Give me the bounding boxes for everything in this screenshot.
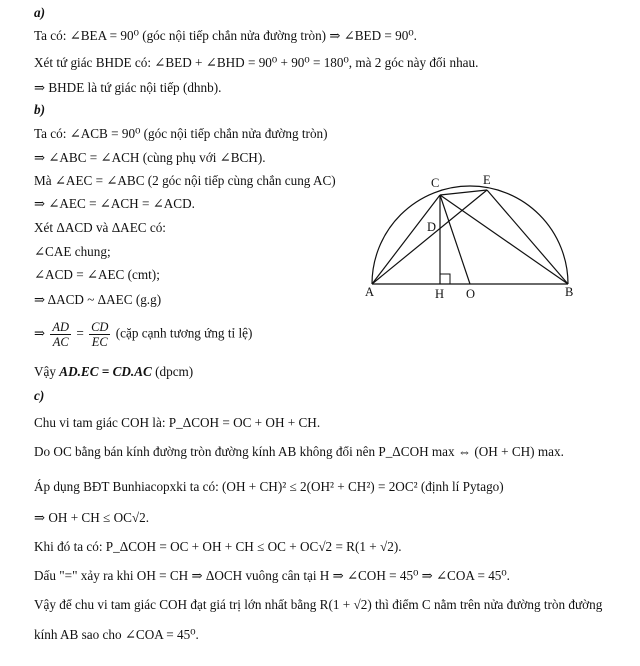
part-c-line-6: Dấu "=" xảy ra khi OH = CH ⇒ ΔOCH vuông cân tại H ⇒ ∠COH = 45⁰ ⇒ ∠COA = 45⁰.	[34, 568, 510, 583]
part-b-conclusion	[34, 363, 193, 381]
fraction-ad-ac	[50, 320, 71, 349]
part-b-ratio	[34, 320, 252, 349]
part-b-line-5: Xét ΔACD và ΔAEC có:	[34, 220, 166, 235]
part-c-line-5: Khi đó ta có: P_ΔCOH = OC + OH + CH ≤ OC + OC√2 = R(1 + √2).	[34, 539, 402, 554]
ratio-prefix: ⇒	[34, 325, 46, 341]
part-c-line-1: Chu vi tam giác COH là: P_ΔCOH = OC + OH + CH.	[34, 415, 321, 430]
geometry-figure	[360, 168, 586, 302]
conclusion-equation: AD.EC = CD.AC	[59, 364, 152, 379]
segment-ce	[440, 190, 487, 195]
part-c-line-4: ⇒ OH + CH ≤ OC√2.	[34, 510, 150, 525]
ratio-numerator-1: AD	[52, 320, 70, 334]
segment-ae	[372, 190, 487, 284]
ratio-denominator-2: EC	[91, 335, 108, 349]
right-angle-mark	[440, 274, 450, 284]
ratio-note: (cặp cạnh tương ứng tỉ lệ)	[115, 325, 253, 341]
part-a-line-1: Ta có: ∠BEA = 90⁰ (góc nội tiếp chắn nửa đường tròn) ⇒ ∠BED = 90⁰.	[34, 28, 417, 43]
ratio-numerator-2: CD	[91, 320, 109, 334]
part-b-line-6: ∠CAE chung;	[34, 244, 111, 259]
ratio-equals: =	[76, 325, 84, 341]
part-c-heading: c)	[34, 388, 45, 403]
label-o: O	[466, 287, 476, 301]
ratio-denominator-1: AC	[52, 335, 69, 349]
label-d: D	[427, 220, 437, 234]
label-c: C	[431, 176, 440, 190]
part-b-heading: b)	[34, 102, 45, 117]
part-c-line-2: Do OC bằng bán kính đường tròn đường kính AB không đổi nên P_ΔCOH max ⇔ (OH + CH) max.	[34, 444, 564, 459]
part-b-line-7: ∠ACD = ∠AEC (cmt);	[34, 267, 160, 282]
fraction-cd-ec	[89, 320, 110, 349]
semicircle-arc	[372, 186, 568, 284]
conclusion-note: (dpcm)	[155, 364, 194, 379]
segment-cb	[440, 195, 568, 284]
part-a-heading: a)	[34, 5, 45, 20]
segment-co	[440, 195, 470, 284]
part-b-line-2: ⇒ ∠ABC = ∠ACH (cùng phụ với ∠BCH).	[34, 150, 266, 165]
label-e: E	[483, 173, 491, 187]
part-b-line-8: ⇒ ΔACD ~ ΔAEC (g.g)	[34, 292, 162, 307]
part-b-line-4: ⇒ ∠AEC = ∠ACH = ∠ACD.	[34, 196, 195, 211]
figure-svg	[360, 168, 586, 302]
part-c-line-7: Vậy để chu vi tam giác COH đạt giá trị lớn nhất bằng R(1 + √2) thì điểm C nằm trên nửa đường tròn đường	[34, 597, 603, 612]
label-a: A	[365, 285, 375, 299]
part-a-line-3: ⇒ BHDE là tứ giác nội tiếp (dhnb).	[34, 80, 222, 95]
conclusion-prefix: Vậy	[34, 364, 56, 379]
part-b-line-3: Mà ∠AEC = ∠ABC (2 góc nội tiếp cùng chắn cung AC)	[34, 173, 336, 188]
label-b: B	[565, 285, 574, 299]
label-h: H	[435, 287, 445, 301]
part-c-line-3: Áp dụng BĐT Bunhiacopxki ta có: (OH + CH)² ≤ 2(OH² + CH²) = 2OC² (định lí Pytago)	[34, 479, 504, 494]
part-a-line-2: Xét tứ giác BHDE có: ∠BED + ∠BHD = 90⁰ + 90⁰ = 180⁰, mà 2 góc này đối nhau.	[34, 55, 479, 70]
part-b-line-1: Ta có: ∠ACB = 90⁰ (góc nội tiếp chắn nửa đường tròn)	[34, 126, 328, 141]
part-c-line-8: kính AB sao cho ∠COA = 45⁰.	[34, 627, 199, 642]
